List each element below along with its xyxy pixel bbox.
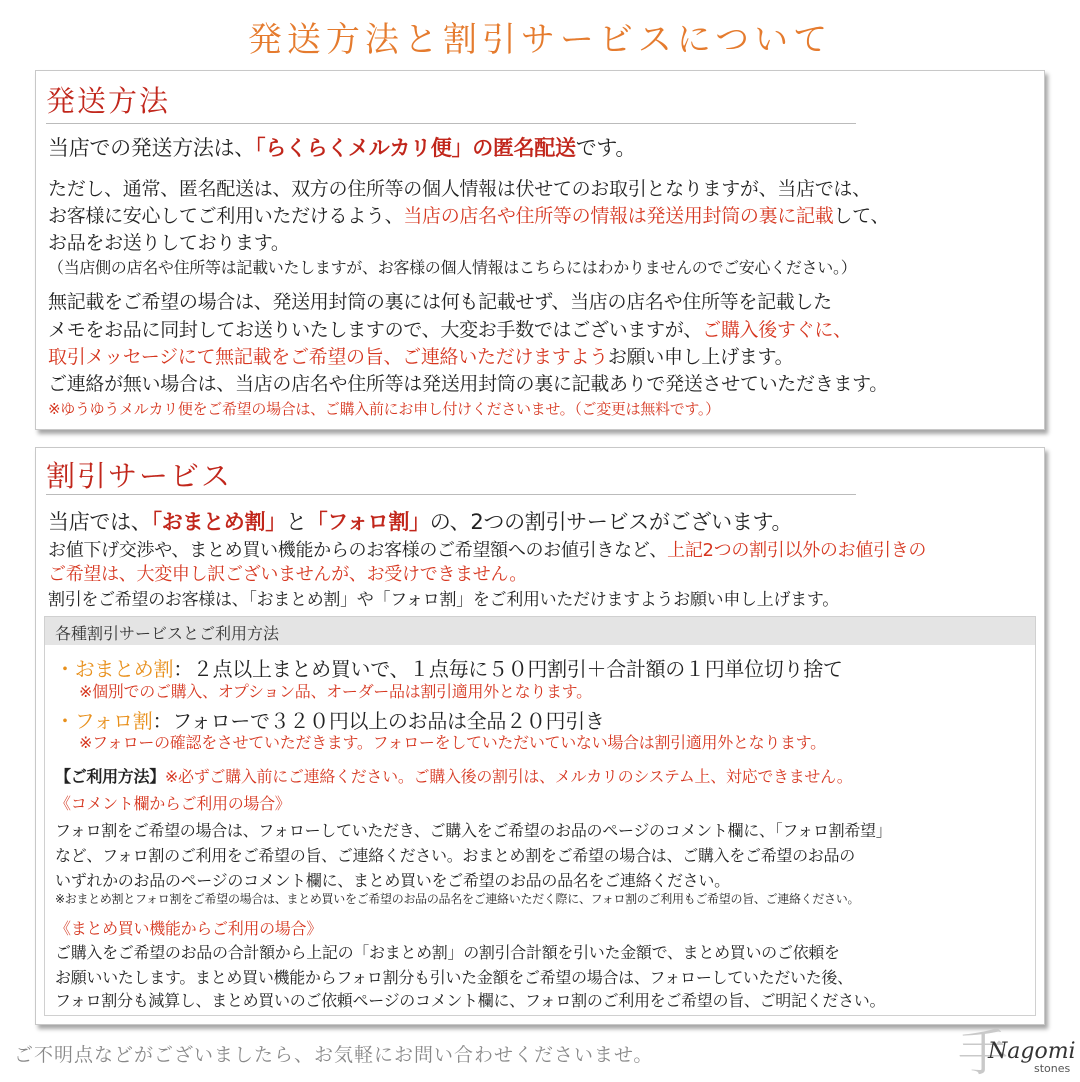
text-segment: 当店では、 [48, 510, 152, 534]
text-segment: ※おまとめ割とフォロ割をご希望の場合は、まとめ買いをご希望のお品の品名をご連絡いただく際に、フォロ割のご利用もご希望の旨、ご連絡ください。 [55, 892, 860, 906]
text-line [48, 398, 720, 419]
svg-text:stones: stones [1034, 1062, 1071, 1075]
text-segment: など、フォロ割のご利用をご希望の旨、ご連絡ください。おまとめ割をご希望の場合は、ご購入をご希望のお品の [55, 846, 855, 865]
highlight-text: ご希望は、大変申し訳ございませんが、お受けできません。 [48, 564, 527, 585]
text-line [48, 132, 636, 162]
highlight-text: 上記2つの割引以外のお値引きの [667, 540, 927, 561]
text-segment: お願いいたします。まとめ買い機能からフォロ割分も引いた金額をご希望の場合は、フォローしていただいた後、 [55, 968, 853, 987]
highlight-text: 「らくらくメルカリ便」の匿名配送 [255, 136, 576, 160]
text-line [55, 868, 730, 891]
highlight-text: 《まとめ買い機能からご利用の場合》 [55, 919, 322, 938]
highlight-text: ※個別でのご購入、オプション品、オーダー品は割引適用外となります。 [79, 682, 592, 701]
text-line [55, 965, 853, 988]
highlight-text: ※必ずご購入前にご連絡ください。ご購入後の割引は、メルカリのシステム上、対応できません。 [164, 767, 853, 786]
text-line [79, 679, 592, 702]
text-line [48, 174, 871, 201]
methods-title: 各種割引サービスとご利用方法 [45, 617, 1035, 645]
text-line [48, 287, 832, 314]
text-segment: お願い申し上げます。 [607, 346, 794, 368]
text-segment: ご連絡が無い場合は、当店の店名や住所等は発送用封筒の裏に記載ありで発送させていただきます。 [48, 373, 888, 395]
footer-note: ご不明点などがございましたら、お気軽にお問い合わせくださいませ。 [14, 1044, 654, 1066]
text-segment: 無記載をご希望の場合は、発送用封筒の裏には何も記載せず、当店の店名や住所等を記載した [48, 291, 832, 313]
nagomi-stones-logo [958, 1018, 1078, 1078]
text-segment: ただし、通常、匿名配送は、双方の住所等の個人情報は伏せてのお取引となりますが、当店では、 [48, 178, 871, 200]
discount-methods-panel [44, 616, 1036, 1016]
text-segment: 【ご利用方法】 [55, 767, 165, 786]
svg-text:Nagomi: Nagomi [988, 1039, 1076, 1064]
text-line [55, 843, 855, 866]
highlight-text: ご購入後すぐに、 [702, 319, 852, 341]
text-segment: の、2つの割引サービスがございます。 [429, 510, 793, 534]
text-segment: いずれかのお品のページのコメント欄に、まとめ買いをご希望のお品の品名をご連絡ください。 [55, 871, 730, 890]
text-line [48, 506, 792, 536]
highlight-text: 当店の店名や住所等の情報は発送用封筒の裏に記載 [403, 205, 834, 227]
text-segment: 割引をご希望のお客様は、「おまとめ割」や「フォロ割」をご利用いただけますようお願い申し上げます。 [48, 590, 839, 610]
text-segment: して、 [833, 205, 890, 227]
text-segment: 当店での発送方法は、 [48, 136, 255, 160]
text-segment: です。 [575, 136, 637, 160]
text-segment: （当店側の店名や住所等は記載いたしますが、お客様の個人情報はこちらにはわかりませんのでご安心ください。） [48, 258, 857, 277]
text-segment: ：２点以上まとめ買いで、１点毎に５０円割引＋合計額の１円単位切り捨て [173, 657, 843, 681]
text-line [55, 916, 322, 939]
text-segment: お品をお送りしております。 [48, 232, 290, 254]
text-line [48, 536, 926, 562]
text-line [55, 653, 843, 682]
text-line [55, 988, 885, 1011]
text-line [55, 940, 840, 963]
text-segment: メモをお品に同封してお送りいたしますので、大変お手数ではございますが、 [48, 319, 703, 341]
highlight-text: 「おまとめ割」 [151, 510, 286, 534]
highlight-text: おまとめ割 [74, 657, 174, 681]
text-line [48, 369, 888, 396]
text-line [48, 201, 889, 228]
highlight-text: ※ゆうゆうメルカリ便をご希望の場合は、ご購入前にお申し付けくださいませ。（ご変更は無料です。） [48, 400, 720, 418]
svg-text:手: 手 [958, 1024, 1008, 1078]
discount-heading: 割引サービス [46, 459, 233, 493]
text-segment: ：フォローで３２０円以上のお品は全品２０円引き [152, 709, 605, 733]
page-title: 発送方法と割引サービスについて [247, 20, 833, 60]
text-segment: フォロ割をご希望の場合は、フォローしていただき、ご購入をご希望のお品のページのコメント欄に、「フォロ割希望」 [55, 821, 892, 840]
text-line [48, 342, 793, 369]
highlight-text: ※フォローの確認をさせていただきます。フォローをしていただいていない場合は割引適用外となります。 [79, 733, 826, 752]
highlight-text: 《コメント欄からご利用の場合》 [55, 794, 291, 813]
highlight-text: ・ [55, 657, 75, 681]
heading-divider [46, 123, 856, 124]
text-line [79, 730, 826, 753]
text-segment: ご購入をご希望のお品の合計額から上記の「おまとめ割」の割引合計額を引いた金額で、まとめ買いのご依頼を [55, 943, 840, 962]
text-line [48, 228, 290, 255]
highlight-text: ・ [55, 709, 75, 733]
text-line [55, 818, 891, 841]
text-line [55, 890, 859, 907]
text-line [48, 315, 852, 342]
shipping-heading: 発送方法 [46, 84, 171, 118]
text-segment: フォロ割分も減算し、まとめ買いのご依頼ページのコメント欄に、フォロ割のご利用をご希望の旨、ご明記ください。 [55, 991, 886, 1010]
text-segment: お値下げ交渉や、まとめ買い機能からのお客様のご希望額へのお値引きなど、 [48, 540, 668, 561]
highlight-text: フォロ割 [74, 709, 153, 733]
shipping-section [35, 70, 1045, 430]
text-segment: と [285, 510, 307, 534]
heading-divider [46, 494, 856, 495]
text-line [48, 560, 527, 586]
discount-section [35, 447, 1045, 1025]
highlight-text: 「フォロ割」 [306, 510, 430, 534]
highlight-text: 取引メッセージにて無記載をご希望の旨、ご連絡いただけますよう [48, 346, 608, 368]
text-line [55, 764, 852, 787]
text-line [55, 791, 291, 814]
text-segment: お客様に安心してご利用いただけるよう、 [48, 205, 404, 227]
text-line [48, 585, 839, 610]
text-line [48, 255, 856, 278]
